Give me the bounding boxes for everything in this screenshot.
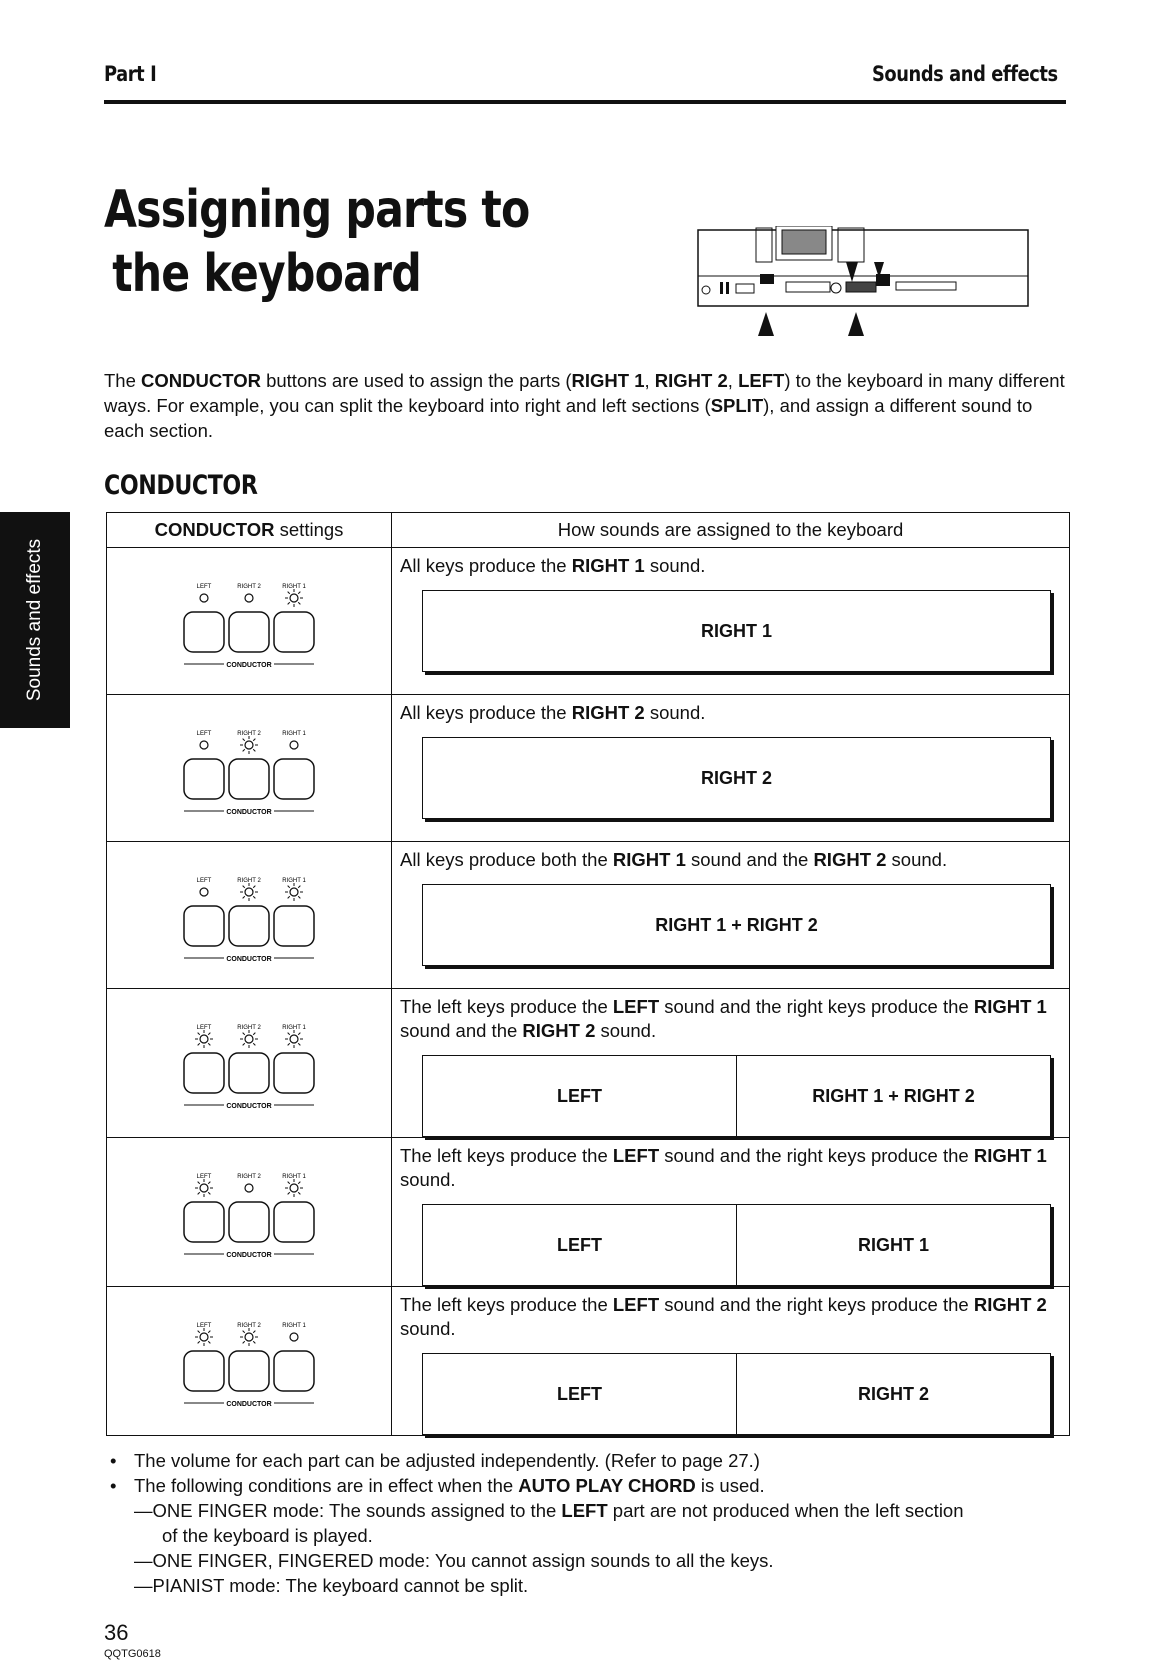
led-ray: [288, 592, 290, 594]
led-label: RIGHT 2: [237, 1174, 261, 1180]
led-ray: [288, 1192, 290, 1194]
led-label: LEFT: [196, 1323, 212, 1329]
led-lit-icon: [200, 1184, 208, 1192]
led-ray: [298, 1033, 300, 1035]
section-title: CONDUCTOR: [104, 470, 258, 501]
led-ray: [198, 1192, 200, 1194]
conductor-button: [274, 1351, 314, 1391]
keyboard-zone-box: [422, 1353, 1051, 1435]
led-lit-icon: [290, 1035, 298, 1043]
led-ray: [298, 602, 300, 604]
led-ray: [208, 1341, 210, 1343]
page-number: 36: [104, 1620, 129, 1645]
led-ray: [208, 1331, 210, 1333]
header-section: Sounds and effects: [872, 62, 1058, 86]
assignment-cell: [392, 1138, 1070, 1287]
led-ray: [243, 749, 245, 751]
keyboard-zone-box: [422, 737, 1051, 819]
header-part: Part I: [104, 62, 157, 86]
led-label: RIGHT 2: [237, 1323, 261, 1329]
assignment-cell: [392, 842, 1070, 989]
led-lit-icon: [245, 741, 253, 749]
col-header-assignment: How sounds are assigned to the keyboard: [392, 513, 1070, 548]
led-ray: [243, 1341, 245, 1343]
led-ray: [253, 886, 255, 888]
led-ray: [298, 886, 300, 888]
keyboard-zone-label: LEFT: [557, 1234, 602, 1255]
conductor-buttons-diagram: [164, 582, 334, 678]
conductor-setting-cell: [107, 842, 392, 989]
conductor-button: [229, 1053, 269, 1093]
led-off-icon: [200, 594, 208, 602]
page-title: [104, 178, 529, 306]
conductor-button: [274, 1053, 314, 1093]
led-ray: [198, 1182, 200, 1184]
led-label: LEFT: [196, 731, 212, 737]
conductor-setting-cell: [107, 989, 392, 1138]
led-off-icon: [290, 741, 298, 749]
conductor-button: [229, 612, 269, 652]
led-label: RIGHT 2: [237, 584, 261, 590]
led-ray: [243, 1331, 245, 1333]
assignment-description: The left keys produce the LEFT sound and the right keys produce the RIGHT 1 sound and the RIGHT 2 sound.: [400, 996, 1047, 1041]
conductor-group-label: CONDUCTOR: [226, 662, 272, 669]
led-ray: [198, 1341, 200, 1343]
conductor-button: [184, 906, 224, 946]
title-line-2: the keyboard: [112, 244, 421, 304]
table-row: [107, 695, 1070, 842]
keyboard-zone-label: RIGHT 1 + RIGHT 2: [736, 1056, 1050, 1136]
led-ray: [198, 1043, 200, 1045]
conductor-table: [106, 512, 1070, 1436]
led-off-icon: [245, 1184, 253, 1192]
table-row: [107, 842, 1070, 989]
note-pianist: —PIANIST mode: The keyboard cannot be split.: [134, 1575, 529, 1596]
note-one-finger: —ONE FINGER mode: The sounds assigned to the LEFT part are not produced when the left section: [134, 1500, 964, 1521]
led-off-icon: [200, 888, 208, 896]
table-row: [107, 989, 1070, 1138]
led-ray: [298, 1192, 300, 1194]
led-lit-icon: [245, 1333, 253, 1341]
led-label: RIGHT 1: [282, 878, 306, 884]
conductor-button: [274, 612, 314, 652]
led-ray: [208, 1043, 210, 1045]
keyboard-zone-label: RIGHT 1: [736, 1205, 1050, 1285]
keyboard-zone-box: [422, 590, 1051, 672]
conductor-setting-cell: [107, 548, 392, 695]
led-label: RIGHT 1: [282, 731, 306, 737]
col-header-settings: CONDUCTOR settings: [107, 513, 392, 548]
keyboard-zone-label: RIGHT 2: [700, 767, 772, 788]
conductor-buttons-diagram: [164, 1023, 334, 1119]
assignment-description: All keys produce the RIGHT 2 sound.: [400, 702, 706, 723]
led-label: LEFT: [196, 584, 212, 590]
assignment-description: The left keys produce the LEFT sound and the right keys produce the RIGHT 1 sound.: [400, 1145, 1047, 1190]
led-label: RIGHT 1: [282, 1025, 306, 1031]
led-ray: [298, 1043, 300, 1045]
led-ray: [253, 1033, 255, 1035]
side-tab: Sounds and effects: [0, 512, 70, 728]
led-ray: [243, 1043, 245, 1045]
led-ray: [298, 896, 300, 898]
led-ray: [253, 739, 255, 741]
conductor-button: [274, 906, 314, 946]
table-row: [107, 1287, 1070, 1436]
led-ray: [243, 896, 245, 898]
note-fingered: —ONE FINGER, FINGERED mode: You cannot assign sounds to all the keys.: [134, 1550, 774, 1571]
led-ray: [253, 1331, 255, 1333]
assignment-cell: [392, 695, 1070, 842]
keyboard-zone-label: RIGHT 2: [736, 1354, 1050, 1434]
led-label: RIGHT 2: [237, 731, 261, 737]
title-line-1: Assigning parts to: [104, 180, 530, 240]
conductor-button: [184, 1053, 224, 1093]
conductor-button: [184, 612, 224, 652]
assignment-cell: [392, 548, 1070, 695]
led-lit-icon: [290, 1184, 298, 1192]
conductor-group-label: CONDUCTOR: [226, 1103, 272, 1110]
note-volume: • The volume for each part can be adjusted independently. (Refer to page 27.): [104, 1448, 1084, 1473]
conductor-group-label: CONDUCTOR: [226, 1401, 272, 1408]
keyboard-zone-label: RIGHT 1 + RIGHT 2: [655, 914, 818, 935]
led-ray: [208, 1033, 210, 1035]
led-off-icon: [290, 1333, 298, 1341]
notes: [104, 1448, 1084, 1598]
led-ray: [288, 1182, 290, 1184]
header-rule: [104, 100, 1066, 104]
led-ray: [288, 1033, 290, 1035]
led-ray: [243, 739, 245, 741]
led-label: RIGHT 2: [237, 1025, 261, 1031]
table-row: [107, 1138, 1070, 1287]
assignment-description: The left keys produce the LEFT sound and the right keys produce the RIGHT 2 sound.: [400, 1294, 1047, 1339]
keyboard-panel-illustration: [696, 226, 1032, 344]
led-off-icon: [200, 741, 208, 749]
led-lit-icon: [290, 594, 298, 602]
led-lit-icon: [200, 1035, 208, 1043]
led-ray: [288, 602, 290, 604]
conductor-buttons-diagram: [164, 729, 334, 825]
led-ray: [243, 886, 245, 888]
led-label: RIGHT 1: [282, 584, 306, 590]
assignment-cell: [392, 1287, 1070, 1436]
led-ray: [243, 1033, 245, 1035]
conductor-button: [184, 1351, 224, 1391]
conductor-button: [184, 759, 224, 799]
conductor-setting-cell: [107, 1287, 392, 1436]
conductor-group-label: CONDUCTOR: [226, 809, 272, 816]
conductor-button: [229, 1202, 269, 1242]
led-label: LEFT: [196, 1025, 212, 1031]
led-label: RIGHT 2: [237, 878, 261, 884]
led-off-icon: [245, 594, 253, 602]
conductor-group-label: CONDUCTOR: [226, 1252, 272, 1259]
conductor-buttons-diagram: [164, 1321, 334, 1417]
keyboard-zone-box: [422, 1204, 1051, 1286]
keyboard-zone-label: LEFT: [557, 1085, 602, 1106]
led-ray: [208, 1192, 210, 1194]
led-label: LEFT: [196, 878, 212, 884]
conductor-button: [184, 1202, 224, 1242]
led-label: RIGHT 1: [282, 1174, 306, 1180]
led-ray: [253, 1341, 255, 1343]
conductor-setting-cell: [107, 1138, 392, 1287]
led-ray: [298, 1182, 300, 1184]
led-ray: [253, 749, 255, 751]
note-auto-play: • The following conditions are in effect when the AUTO PLAY CHORD is used.: [104, 1473, 1084, 1498]
conductor-buttons-diagram: [164, 1172, 334, 1268]
led-ray: [288, 886, 290, 888]
table-row: [107, 548, 1070, 695]
assignment-description: All keys produce both the RIGHT 1 sound and the RIGHT 2 sound.: [400, 849, 948, 870]
keyboard-zone-box: [422, 884, 1051, 966]
keyboard-zone-label: LEFT: [557, 1383, 602, 1404]
conductor-buttons-diagram: [164, 876, 334, 972]
assignment-description: All keys produce the RIGHT 1 sound.: [400, 555, 706, 576]
led-ray: [253, 1043, 255, 1045]
led-lit-icon: [245, 888, 253, 896]
note-one-finger-cont: of the keyboard is played.: [162, 1525, 373, 1546]
led-ray: [208, 1182, 210, 1184]
intro-paragraph: The CONDUCTOR buttons are used to assign the parts (RIGHT 1, RIGHT 2, LEFT) to the keyboard in many different ways. For example, you can split the keyboard into right and left sections (SPLIT), and assign a different sound to each section.: [104, 370, 1065, 441]
conductor-setting-cell: [107, 695, 392, 842]
led-ray: [198, 1033, 200, 1035]
led-label: LEFT: [196, 1174, 212, 1180]
led-lit-icon: [200, 1333, 208, 1341]
led-ray: [198, 1331, 200, 1333]
conductor-button: [229, 1351, 269, 1391]
keyboard-zone-box: [422, 1055, 1051, 1137]
conductor-group-label: CONDUCTOR: [226, 956, 272, 963]
led-ray: [298, 592, 300, 594]
conductor-button: [274, 759, 314, 799]
keyboard-zone-label: RIGHT 1: [700, 620, 772, 641]
conductor-button: [229, 759, 269, 799]
conductor-button: [229, 906, 269, 946]
assignment-cell: [392, 989, 1070, 1138]
conductor-button: [274, 1202, 314, 1242]
led-lit-icon: [290, 888, 298, 896]
led-ray: [288, 896, 290, 898]
led-ray: [253, 896, 255, 898]
led-lit-icon: [245, 1035, 253, 1043]
doc-code: QQTG0618: [104, 1648, 161, 1660]
led-ray: [288, 1043, 290, 1045]
led-label: RIGHT 1: [282, 1323, 306, 1329]
